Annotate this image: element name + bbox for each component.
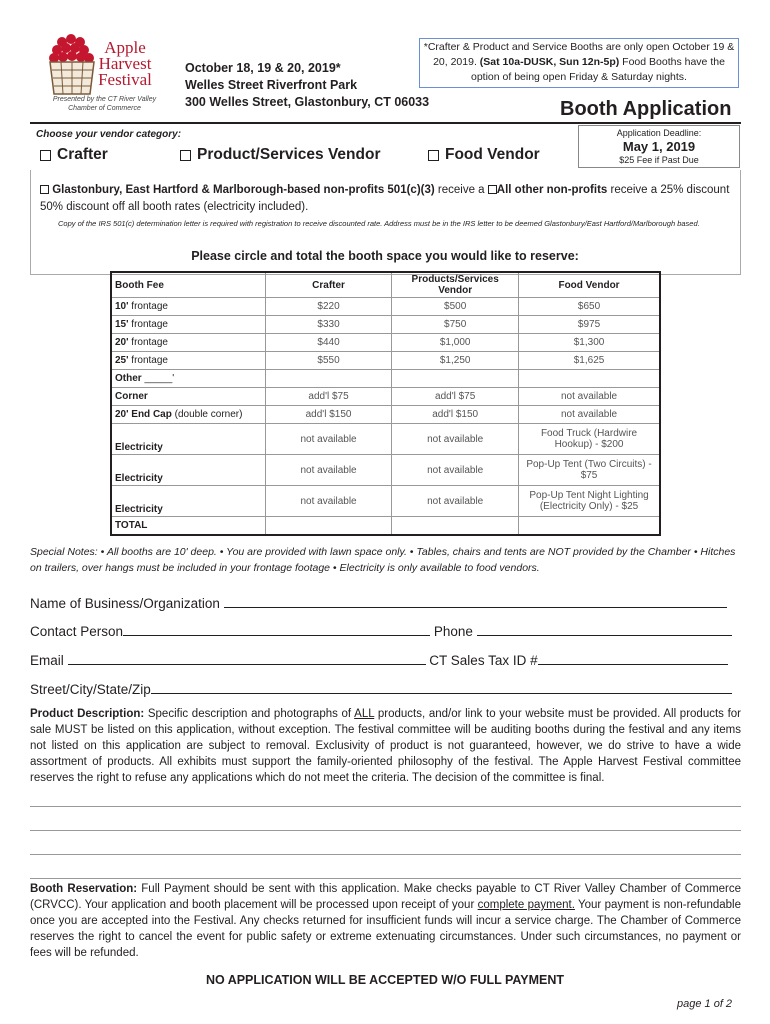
- booth-reservation: Booth Reservation: Full Payment should be sent with this application. Make checks payable to CT River Valley Chamber of Commerce (CRVCC). Your application and booth placement will be processed upon receipt of your complete payment. Your payment is non-refundable once you are accepted into the Festival. Any checks returned for insufficient funds will incur a service charge. The Chamber of Commerce reserves the right to cancel the event for public safety or extreme extenuating circumstances. Under such circumstances, no payment or fees will be refunded.: [30, 883, 741, 959]
- table-row[interactable]: 25' frontage $550 $1,250 $1,625: [111, 352, 660, 370]
- phone-input[interactable]: [477, 622, 732, 636]
- food-vendor-checkbox[interactable]: [428, 150, 439, 161]
- table-row[interactable]: 20' End Cap (double corner) add'l $150 add'l $150 not available: [111, 406, 660, 424]
- page-title: Booth Application: [560, 98, 732, 120]
- payment-warning: NO APPLICATION WILL BE ACCEPTED W/O FULL PAYMENT: [205, 973, 565, 987]
- header-divider: [30, 122, 741, 124]
- table-row[interactable]: Electricity not available not available Food Truck (Hardwire Hookup) - $200: [111, 424, 660, 455]
- logo-presented-by: Presented by the CT River Valley Chamber of Commerce: [52, 96, 157, 112]
- crafter-checkbox[interactable]: [40, 150, 51, 161]
- table-row[interactable]: Electricity not available not available Pop-Up Tent Night Lighting (Electricity Only) - $25: [111, 486, 660, 517]
- business-name-field[interactable]: Name of Business/Organization: [30, 594, 727, 611]
- product-services-checkbox[interactable]: [180, 150, 191, 161]
- email-input[interactable]: [68, 651, 426, 665]
- table-row[interactable]: Corner add'l $75 add'l $75 not available: [111, 388, 660, 406]
- table-total-row[interactable]: TOTAL: [111, 517, 660, 535]
- event-dates: October 18, 19 & 20, 2019*: [185, 61, 341, 75]
- description-line[interactable]: [30, 806, 741, 807]
- event-address: 300 Welles Street, Glastonbury, CT 06033: [185, 95, 430, 109]
- late-fee: $25 Fee if Past Due: [619, 155, 699, 165]
- food-vendor-option[interactable]: Food Vendor: [428, 146, 540, 164]
- booth-hours-notice: *Crafter & Product and Service Booths are only open October 19 & 20, 2019. (Sat 10a-DUSK, Sun 12n-5p) Food Booths have the option of being open Friday & Saturday nights.: [419, 38, 739, 88]
- irs-note: Copy of the IRS 501(c) determination letter is required with registration to receive discounted rate. Address must be in the IRS letter to be deemed Glastonbury/East Hartford/Marlborough based.: [58, 219, 700, 228]
- table-row[interactable]: Electricity not available not available Pop-Up Tent (Two Circuits) - $75: [111, 455, 660, 486]
- product-description: Product Description: Specific description and photographs of ALL products, and/or link to your website must be provided. All products for sale MUST be listed on this application, without exception. The festival committee will be auditing booths during the festival and any items not listed on this application are subject to removal. Exclusivity of product is not guaranteed, however, we do strive to have a wide assortment of products. All exhibits must support the family-oriented philosophy of the festival. The Apple Harvest Festival committee reserves the right to refuse any applications which do not meet the criteria. The decision of the committee is final.: [30, 708, 741, 784]
- table-title: Please circle and total the booth space you would like to reserve:: [191, 249, 579, 263]
- category-label: Choose your vendor category:: [36, 129, 182, 140]
- table-row[interactable]: 20' frontage $440 $1,000 $1,300: [111, 334, 660, 352]
- page-number: page 1 of 2: [677, 998, 733, 1010]
- address-field[interactable]: Street/City/State/Zip: [30, 680, 732, 697]
- description-line[interactable]: [30, 854, 741, 855]
- description-line[interactable]: [30, 878, 741, 879]
- event-venue: Welles Street Riverfront Park: [185, 78, 358, 92]
- special-notes: Special Notes: • All booths are 10' deep. • You are provided with lawn space only. • Tables, chairs and tents are NOT provided by the Chamber • Hitches on trailers, over hangs must be included in your frontage footage • Electricity is only available to food vendors.: [30, 546, 736, 574]
- nonprofit-discount: Glastonbury, East Hartford & Marlborough-based non-profits 501(c)(3) receive a All other non-profits receive a 25% discount 50% discount off all booth rates (electricity included).: [40, 184, 730, 213]
- table-row[interactable]: Other _____': [111, 370, 660, 388]
- table-row[interactable]: 15' frontage $330 $750 $975: [111, 316, 660, 334]
- deadline-date: May 1, 2019: [622, 139, 696, 154]
- business-name-input[interactable]: [224, 594, 727, 608]
- contact-row: Contact Person Phone: [30, 622, 732, 639]
- deadline-label: Application Deadline:: [616, 128, 702, 138]
- logo-wordmark: Apple Harvest Festival: [98, 38, 152, 89]
- local-nonprofit-checkbox[interactable]: [40, 185, 49, 194]
- description-line[interactable]: [30, 830, 741, 831]
- deadline-box: [578, 125, 740, 168]
- event-info: [185, 60, 429, 111]
- product-services-option[interactable]: Product/Services Vendor: [180, 146, 381, 164]
- contact-person-input[interactable]: [123, 622, 430, 636]
- table-row[interactable]: 10' frontage $220 $500 $650: [111, 298, 660, 316]
- table-header-row: Booth Fee Crafter Products/Services Vendor Food Vendor: [111, 272, 660, 298]
- other-nonprofit-checkbox[interactable]: [488, 185, 497, 194]
- address-input[interactable]: [151, 680, 732, 694]
- email-row: Email CT Sales Tax ID #: [30, 651, 728, 668]
- tax-id-input[interactable]: [538, 651, 728, 665]
- crafter-option[interactable]: Crafter: [40, 146, 108, 164]
- booth-fee-table: [110, 271, 661, 536]
